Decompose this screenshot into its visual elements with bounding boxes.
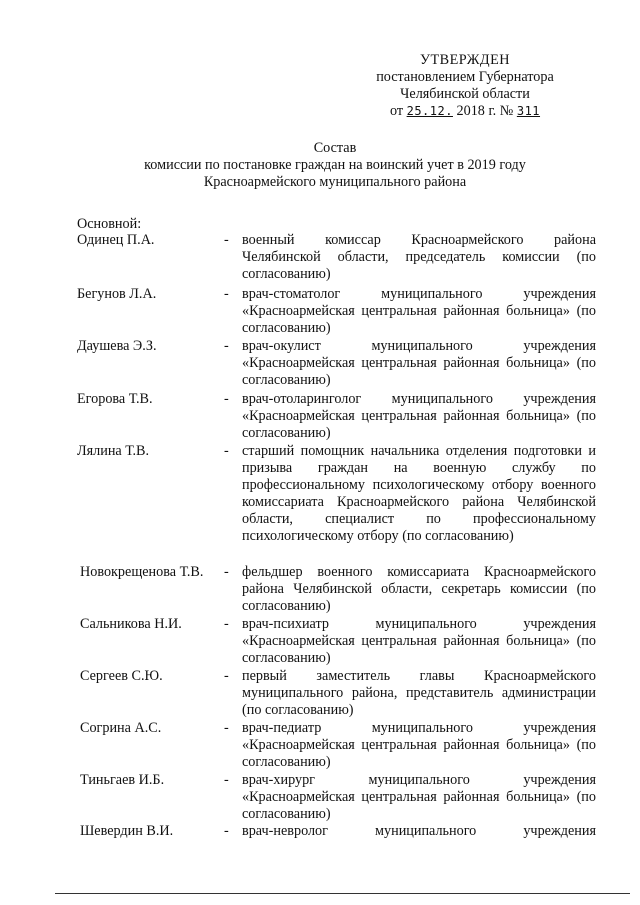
member-role: фельдшер военного комиссариата Красноармейского района Челябинской области, секретарь комиссии (по согласованию)	[242, 564, 596, 614]
member-role: военный комиссар Красноармейского района Челябинской области, председатель комиссии (по согласованию)	[242, 232, 596, 282]
member-dash: -	[224, 564, 229, 580]
member-role: врач-хирург муниципального учреждения «Красноармейская центральная районная больница» (по согласованию)	[242, 772, 596, 822]
page-bottom-rule	[55, 893, 630, 894]
date-prefix: от	[389, 103, 404, 119]
document-heading	[90, 140, 580, 191]
member-role: врач-окулист муниципального учреждения «Красноармейская центральная районная больница» (по согласованию)	[242, 338, 596, 388]
member-role: врач-психиатр муниципального учреждения «Красноармейская центральная районная больница» (по согласованию)	[242, 616, 596, 666]
member-name: Лялина Т.В.	[77, 443, 150, 459]
member-dash: -	[224, 338, 229, 354]
number-value: 311	[516, 104, 541, 118]
section-label: Основной:	[77, 216, 142, 232]
member-name: Тиньгаев И.Б.	[80, 772, 165, 788]
approval-line-2: Челябинской области	[400, 86, 530, 102]
approval-line-1: постановлением Губернатора	[376, 69, 554, 85]
member-name: Согрина А.С.	[80, 720, 162, 736]
member-name: Бегунов Л.А.	[77, 286, 157, 302]
member-dash: -	[224, 772, 229, 788]
member-role: врач-педиатр муниципального учреждения «Красноармейская центральная районная больница» (по согласованию)	[242, 720, 596, 770]
member-role: врач-стоматолог муниципального учреждения «Красноармейская центральная районная больница» (по согласованию)	[242, 286, 596, 336]
approval-date-line	[340, 103, 590, 120]
member-name: Одинец П.А.	[77, 232, 155, 248]
heading-line-2: комиссии по постановке граждан на воинский учет в 2019 году	[144, 157, 526, 173]
member-role: врач-отоларинголог муниципального учреждения «Красноармейская центральная районная больница» (по согласованию)	[242, 391, 596, 441]
heading-line-1: Состав	[313, 140, 357, 156]
member-role: старший помощник начальника отделения подготовки и призыва граждан на военную службу по профессиональному психологическому отбору военного комиссариата Красноармейского района Челябинской области, специалист по профессиональному психологическому отбору (по согласованию)	[242, 443, 596, 544]
member-dash: -	[224, 286, 229, 302]
approval-block	[340, 52, 590, 120]
approval-title: УТВЕРЖДЕН	[419, 52, 511, 68]
member-dash: -	[224, 720, 229, 736]
heading-line-3: Красноармейского муниципального района	[203, 174, 467, 190]
member-name: Новокрещенова Т.В.	[80, 564, 204, 580]
member-role: первый заместитель главы Красноармейского муниципального района, представитель администрации (по согласованию)	[242, 668, 596, 718]
date-suffix: 2018 г. №	[456, 103, 514, 119]
member-name: Шевердин В.И.	[80, 823, 174, 839]
member-name: Сергеев С.Ю.	[80, 668, 163, 684]
member-dash: -	[224, 668, 229, 684]
member-name: Сальникова Н.И.	[80, 616, 182, 632]
member-dash: -	[224, 443, 229, 459]
member-name: Егорова Т.В.	[77, 391, 153, 407]
member-dash: -	[224, 232, 229, 248]
member-role: врач-невролог муниципального учреждения	[242, 823, 596, 839]
date-value: 25.12.	[406, 104, 453, 118]
member-dash: -	[224, 823, 229, 839]
member-dash: -	[224, 616, 229, 632]
member-name: Даушева Э.З.	[77, 338, 157, 354]
member-dash: -	[224, 391, 229, 407]
